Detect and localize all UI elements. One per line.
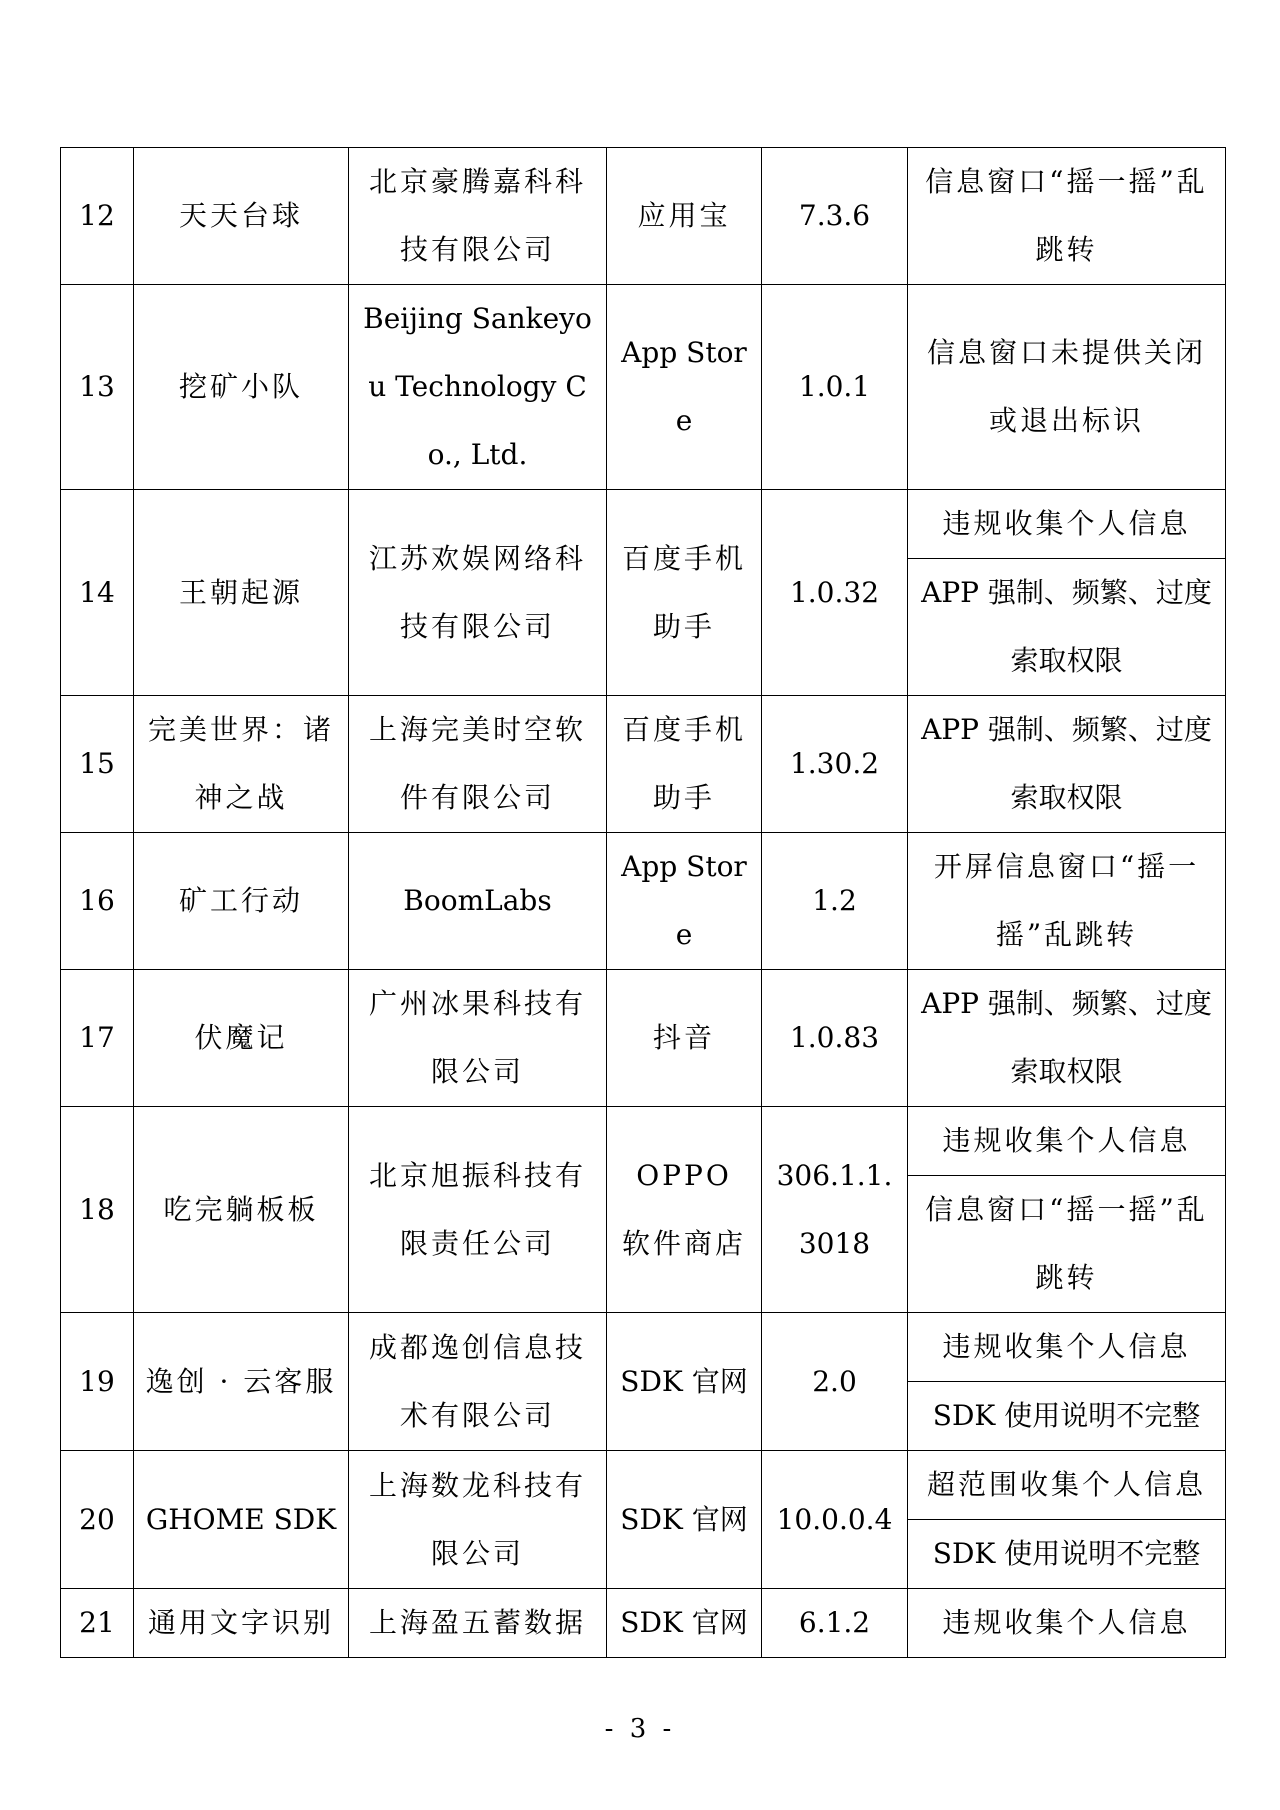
issue: 超范围收集个人信息 xyxy=(908,1451,1226,1520)
store-name: App Store xyxy=(607,285,762,490)
company-name: BoomLabs xyxy=(349,833,607,970)
company-name: 上海完美时空软件有限公司 xyxy=(349,696,607,833)
row-number: 13 xyxy=(61,285,134,490)
version: 1.30.2 xyxy=(762,696,908,833)
issue: 违规收集个人信息 xyxy=(908,1313,1226,1382)
table-row xyxy=(61,148,1226,285)
version: 1.0.1 xyxy=(762,285,908,490)
issue: 开屏信息窗口“摇一摇”乱跳转 xyxy=(908,833,1226,970)
app-name: 伏魔记 xyxy=(134,970,349,1107)
app-name: 通用文字识别 xyxy=(134,1589,349,1658)
version: 1.2 xyxy=(762,833,908,970)
issue: APP 强制、频繁、过度索取权限 xyxy=(908,559,1226,696)
store-name: 百度手机助手 xyxy=(607,490,762,696)
table-row xyxy=(61,1451,1226,1520)
version: 306.1.1.3018 xyxy=(762,1107,908,1313)
version: 1.0.83 xyxy=(762,970,908,1107)
issue: 信息窗口“摇一摇”乱跳转 xyxy=(908,1176,1226,1313)
table-row xyxy=(61,696,1226,833)
store-name: 应用宝 xyxy=(607,148,762,285)
store-name: SDK 官网 xyxy=(607,1589,762,1658)
company-name: 北京豪腾嘉科科技有限公司 xyxy=(349,148,607,285)
table-row xyxy=(61,1107,1226,1176)
issue: APP 强制、频繁、过度索取权限 xyxy=(908,696,1226,833)
issue: 违规收集个人信息 xyxy=(908,1107,1226,1176)
company-name: 上海盈五蓄数据 xyxy=(349,1589,607,1658)
row-number: 19 xyxy=(61,1313,134,1451)
page-number: - 3 - xyxy=(604,1714,676,1744)
issue: 信息窗口“摇一摇”乱跳转 xyxy=(908,148,1226,285)
issue: 信息窗口未提供关闭或退出标识 xyxy=(908,285,1226,490)
row-number: 21 xyxy=(61,1589,134,1658)
app-name: 完美世界：诸神之战 xyxy=(134,696,349,833)
issue: 违规收集个人信息 xyxy=(908,490,1226,559)
table-row xyxy=(61,285,1226,490)
company-name: Beijing Sankeyou Technology Co., Ltd. xyxy=(349,285,607,490)
company-name: 上海数龙科技有限公司 xyxy=(349,1451,607,1589)
app-name: 吃完躺板板 xyxy=(134,1107,349,1313)
app-name: 挖矿小队 xyxy=(134,285,349,490)
table-row xyxy=(61,970,1226,1107)
issue: 违规收集个人信息 xyxy=(908,1589,1226,1658)
company-name: 江苏欢娱网络科技有限公司 xyxy=(349,490,607,696)
store-name: 百度手机助手 xyxy=(607,696,762,833)
app-list-table xyxy=(60,147,1226,1658)
row-number: 15 xyxy=(61,696,134,833)
store-name: 抖音 xyxy=(607,970,762,1107)
table-row xyxy=(61,1589,1226,1658)
table-row xyxy=(61,1313,1226,1382)
store-name: SDK 官网 xyxy=(607,1451,762,1589)
row-number: 17 xyxy=(61,970,134,1107)
version: 6.1.2 xyxy=(762,1589,908,1658)
issue: SDK 使用说明不完整 xyxy=(908,1520,1226,1589)
version: 2.0 xyxy=(762,1313,908,1451)
row-number: 20 xyxy=(61,1451,134,1589)
store-name: OPPO 软件商店 xyxy=(607,1107,762,1313)
table-row xyxy=(61,490,1226,559)
issue: SDK 使用说明不完整 xyxy=(908,1382,1226,1451)
app-name: 王朝起源 xyxy=(134,490,349,696)
company-name: 广州冰果科技有限公司 xyxy=(349,970,607,1107)
company-name: 北京旭振科技有限责任公司 xyxy=(349,1107,607,1313)
issue: APP 强制、频繁、过度索取权限 xyxy=(908,970,1226,1107)
app-name: GHOME SDK xyxy=(134,1451,349,1589)
row-number: 18 xyxy=(61,1107,134,1313)
table-row xyxy=(61,833,1226,970)
version: 7.3.6 xyxy=(762,148,908,285)
row-number: 12 xyxy=(61,148,134,285)
app-name: 矿工行动 xyxy=(134,833,349,970)
store-name: SDK 官网 xyxy=(607,1313,762,1451)
app-name: 逸创 · 云客服 xyxy=(134,1313,349,1451)
company-name: 成都逸创信息技术有限公司 xyxy=(349,1313,607,1451)
version: 10.0.0.4 xyxy=(762,1451,908,1589)
version: 1.0.32 xyxy=(762,490,908,696)
row-number: 14 xyxy=(61,490,134,696)
app-name: 天天台球 xyxy=(134,148,349,285)
store-name: App Store xyxy=(607,833,762,970)
row-number: 16 xyxy=(61,833,134,970)
